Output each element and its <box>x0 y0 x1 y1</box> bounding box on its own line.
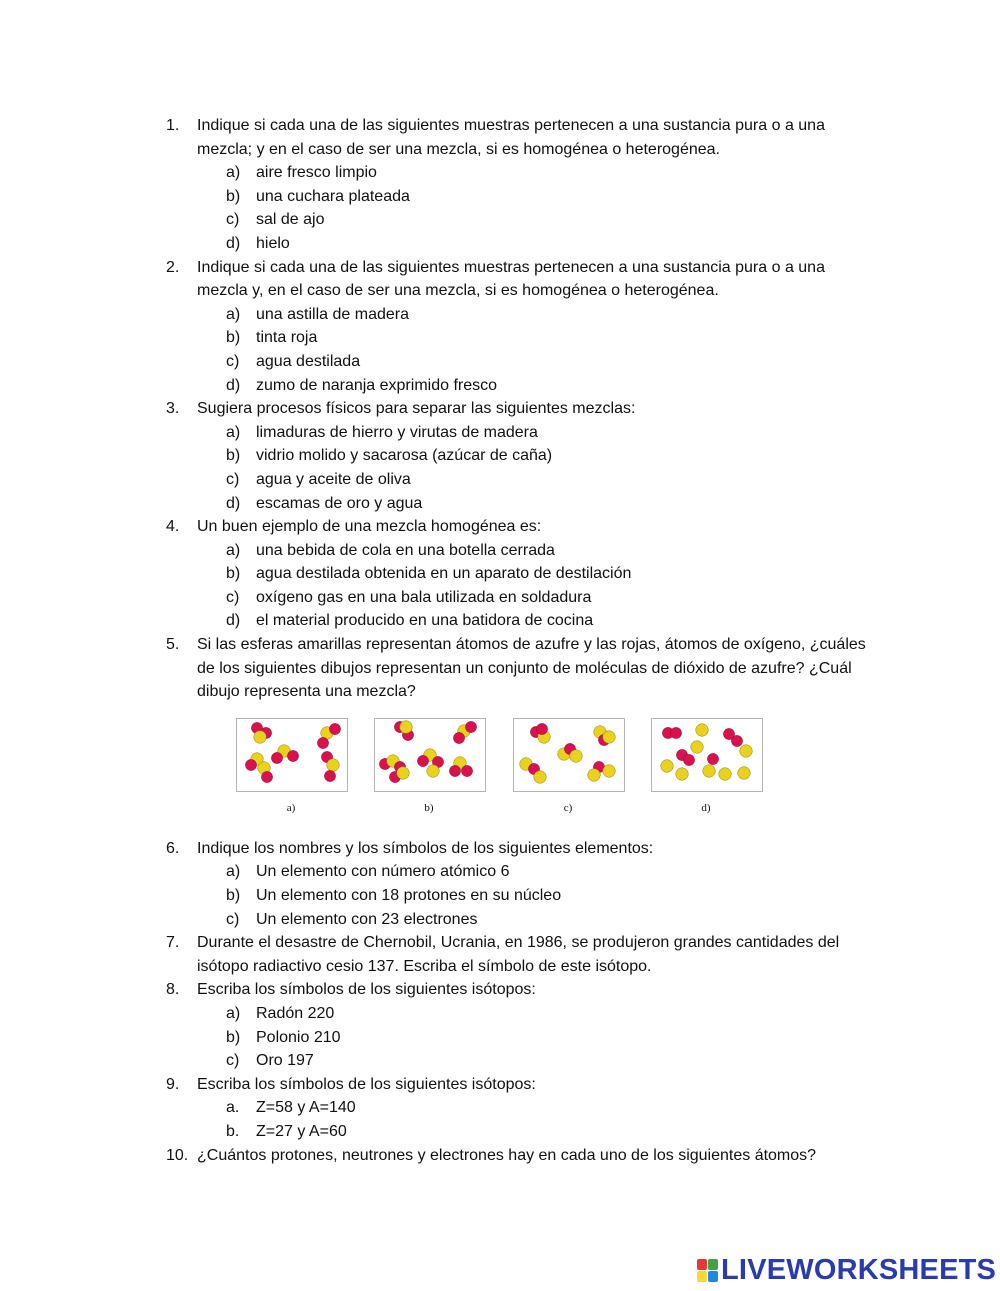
question-text: Si las esferas amarillas representan átomos de azufre y las rojas, átomos de oxígeno, ¿cuáles de los siguientes dibujos representan un conjunto de moléculas de dióxido de azufre? ¿Cuál dibujo representa una mezcla? <box>197 636 866 701</box>
question-5 <box>166 633 866 837</box>
oxygen-atom <box>461 765 472 776</box>
question-1 <box>166 114 866 256</box>
oxygen-atom <box>417 755 428 766</box>
option-item: d) escamas de oro y agua <box>226 494 423 512</box>
option-item: b) tinta roja <box>226 329 318 347</box>
oxygen-atom <box>449 765 460 776</box>
question-text: Durante el desastre de Chernobil, Ucrania, en 1986, se produjeron grandes cantidades del isótopo radiactivo cesio 137. Escriba el símbolo de este isótopo. <box>197 934 840 975</box>
question-text: ¿Cuántos protones, neutrones y electrones hay en cada uno de los siguientes átomos? <box>197 1146 817 1164</box>
sulfur-atom <box>534 771 547 784</box>
sulfur-atom <box>603 731 616 744</box>
oxygen-atom <box>465 721 476 732</box>
question-number: 1. <box>166 117 180 134</box>
logo-squares-icon <box>697 1259 718 1282</box>
question-number: 4. <box>166 518 180 536</box>
figure-b-drawing <box>375 719 485 791</box>
question-6 <box>166 837 866 931</box>
figure-b-label: b) <box>424 801 434 814</box>
figure-c <box>513 718 625 792</box>
option-item: b) Un elemento con 18 protones en su núcleo <box>226 887 562 905</box>
question-number: 5. <box>166 636 180 654</box>
question-9 <box>166 1073 866 1144</box>
oxygen-atom <box>453 732 464 743</box>
figure-d-label: d) <box>701 801 711 814</box>
question-text: Un buen ejemplo de una mezcla homogénea es: <box>197 518 542 536</box>
sulfur-atom <box>696 724 709 737</box>
question-number: 9. <box>166 1075 180 1093</box>
question-text: Escriba los símbolos de los siguientes isótopos: <box>197 1075 536 1093</box>
question-number: 7. <box>166 934 180 952</box>
oxygen-atom <box>245 759 256 770</box>
sulfur-atom <box>740 745 753 758</box>
question-text: Indique si cada una de las siguientes muestras pertenecen a una sustancia pura o a una mezcla y, en el caso de ser una mezcla, si es homogénea o heterogénea. <box>197 258 825 300</box>
option-item: a) Un elemento con número atómico 6 <box>226 863 510 881</box>
sulfur-atom <box>603 765 616 778</box>
option-item: a) Radón 220 <box>226 1005 335 1022</box>
question-text: Indique si cada una de las siguientes muestras pertenecen a una sustancia pura o a una mezcla; y en el caso de ser una mezcla, si es homogénea o heterogénea. <box>197 117 825 158</box>
logo-text: LIVEWORKSHEETS <box>721 1253 997 1286</box>
figure-d-drawing <box>652 719 762 791</box>
option-item: d) el material producido en una batidora de cocina <box>226 612 594 630</box>
oxygen-atom <box>271 752 282 763</box>
option-item: c) agua y aceite de oliva <box>226 470 411 488</box>
oxygen-atom <box>324 770 335 781</box>
sulfur-atom <box>588 769 601 782</box>
question-text: Sugiera procesos físicos para separar las siguientes mezclas: <box>197 400 636 418</box>
figure-a-drawing <box>237 719 347 791</box>
option-item: a) aire fresco limpio <box>226 164 377 182</box>
option-item: a) una bebida de cola en una botella cerrada <box>226 541 555 559</box>
option-item: a) limaduras de hierro y virutas de madera <box>226 423 538 441</box>
logo-square <box>697 1271 707 1282</box>
oxygen-atom <box>329 723 340 734</box>
option-item: b) Polonio 210 <box>226 1028 341 1046</box>
sulfur-atom <box>570 750 583 763</box>
sulfur-atom <box>400 721 413 734</box>
figure-c-label: c) <box>563 801 573 814</box>
option-item: a) una astilla de madera <box>226 305 409 323</box>
oxygen-atom <box>731 735 742 746</box>
question-number: 8. <box>166 981 180 999</box>
question-number: 6. <box>166 839 180 857</box>
sulfur-atom <box>254 731 267 744</box>
figure-a <box>236 718 348 792</box>
oxygen-atom <box>683 754 694 765</box>
option-item: c) oxígeno gas en una bala utilizada en soldadura <box>226 588 592 606</box>
sulfur-atom <box>676 768 689 781</box>
sulfur-atom <box>703 765 716 778</box>
question-text: Escriba los símbolos de los siguientes isótopos: <box>197 981 536 999</box>
molecule-figures <box>166 704 866 837</box>
figure-d <box>651 718 763 792</box>
option-item: c) Un elemento con 23 electrones <box>226 910 478 928</box>
option-item: c) sal de ajo <box>226 211 325 229</box>
option-item: a. Z=58 y A=140 <box>226 1099 356 1117</box>
question-number: 10. <box>166 1146 189 1164</box>
sulfur-atom <box>738 767 751 780</box>
sulfur-atom <box>327 759 340 772</box>
question-number: 2. <box>166 258 180 276</box>
figure-c-drawing <box>514 719 624 791</box>
oxygen-atom <box>287 750 298 761</box>
oxygen-atom <box>317 737 328 748</box>
sulfur-atom <box>427 765 440 778</box>
figure-b <box>374 718 486 792</box>
question-text: Indique los nombres y los símbolos de los siguientes elementos: <box>197 839 654 857</box>
oxygen-atom <box>536 723 547 734</box>
option-item: b. Z=27 y A=60 <box>226 1122 347 1140</box>
sulfur-atom <box>691 741 704 754</box>
question-4 <box>166 515 866 633</box>
logo-square <box>708 1271 718 1282</box>
question-number: 3. <box>166 400 180 418</box>
sulfur-atom <box>719 768 732 781</box>
question-8 <box>166 978 866 1072</box>
option-item: c) agua destilada <box>226 352 361 370</box>
option-item: c) Oro 197 <box>226 1052 314 1070</box>
question-7 <box>166 931 866 978</box>
question-3 <box>166 397 866 515</box>
oxygen-atom <box>261 771 272 782</box>
sulfur-atom <box>661 760 674 773</box>
logo-square <box>697 1259 707 1270</box>
oxygen-atom <box>707 753 718 764</box>
option-item: d) hielo <box>226 234 290 252</box>
logo-square <box>708 1259 718 1270</box>
question-2 <box>166 256 866 398</box>
oxygen-atom <box>670 727 681 738</box>
option-item: b) vidrio molido y sacarosa (azúcar de caña) <box>226 447 553 465</box>
figure-a-label: a) <box>286 801 296 814</box>
worksheet <box>166 114 866 1167</box>
liveworksheets-logo[interactable] <box>697 1253 996 1287</box>
question-10 <box>166 1144 866 1168</box>
option-item: b) una cuchara plateada <box>226 187 410 205</box>
sulfur-atom <box>397 767 410 780</box>
option-item: d) zumo de naranja exprimido fresco <box>226 376 498 394</box>
option-item: b) agua destilada obtenida en un aparato de destilación <box>226 565 632 583</box>
